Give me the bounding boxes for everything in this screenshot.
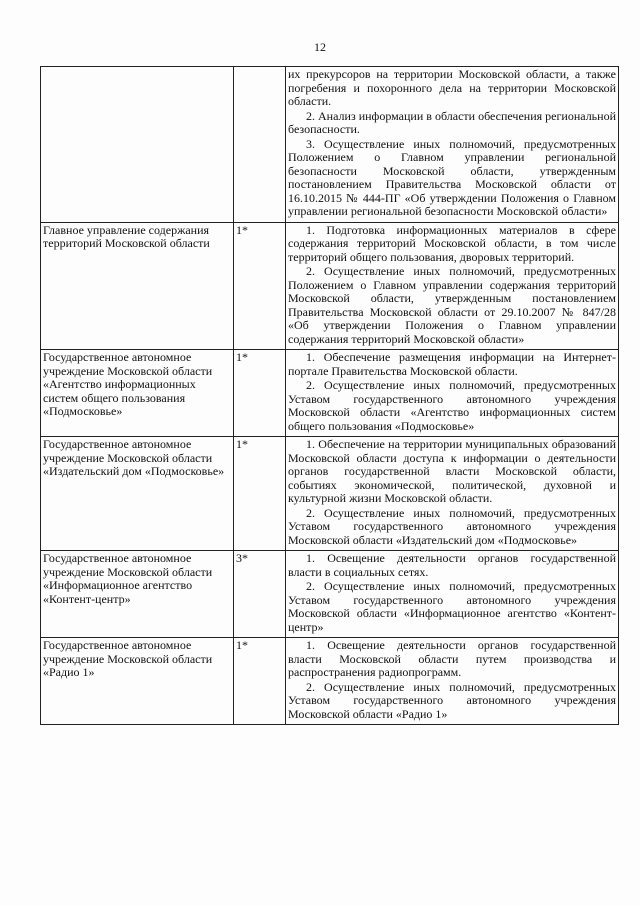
org-name-cell: Государственное автономное учреждение Московской области «Информационное агентство «Контент-центр» — [41, 551, 234, 638]
function-item: 3. Осуществление иных полномочий, предусмотренных Положением о Главном управлении региональной безопасности Московской области, утвержденным постановлением Правительства Московской области от 16.10.2015 № 444-ПГ «Об утверждении Положения о Главном управлении региональной безопасности Московской области» — [288, 136, 616, 218]
functions-cell — [286, 222, 619, 350]
functions-cell — [286, 437, 619, 551]
function-item: 1. Освещение деятельности органов государственной власти в социальных сетях. — [288, 551, 616, 579]
org-name-cell: Государственное автономное учреждение Московской области «Издательский дом «Подмосковье» — [41, 437, 234, 551]
function-item: 2. Осуществление иных полномочий, предусмотренных Уставом государственного автономного учреждения Московской области «Информационное агентство «Контент-центр» — [288, 579, 616, 634]
functions-cell — [286, 638, 619, 725]
function-item: 2. Осуществление иных полномочий, предусмотренных Уставом государственного автономного учреждения Московской области «Радио 1» — [288, 679, 616, 721]
function-item: их прекурсоров на территории Московской области, а также погребения и похоронного дела на территории Московской области. — [288, 67, 616, 108]
function-item: 1. Освещение деятельности органов государственной власти Московской области путем производства и распространения радиопрограмм. — [288, 638, 616, 679]
functions-table — [40, 66, 619, 725]
functions-cell — [286, 350, 619, 437]
category-cell: 1* — [234, 437, 286, 551]
category-cell: 1* — [234, 222, 286, 350]
category-cell: 1* — [234, 638, 286, 725]
org-name-cell: Государственное автономное учреждение Московской области «Агентство информационных систем общего пользования «Подмосковье» — [41, 350, 234, 437]
function-item: 1. Обеспечение размещения информации на Интернет-портале Правительства Московской области. — [288, 350, 616, 378]
function-item: 2. Осуществление иных полномочий, предусмотренных Положением о Главном управлении содержания территорий Московской области, утвержденным постановлением Правительства Московской области от 29.10.2007 № 847/28 «Об утверждении Положения о Главном управлении содержания территорий Московской области» — [288, 264, 616, 346]
functions-cell — [286, 67, 619, 223]
function-item: 1. Обеспечение на территории муниципальных образований Московской области доступа к информации о деятельности органов государственной власти Московской области, событиях экономической, политической, духовной и культурной жизни Московской области. — [288, 437, 616, 505]
function-item: 2. Осуществление иных полномочий, предусмотренных Уставом государственного автономного учреждения Московской области «Агентство информационных систем общего пользования «Подмосковье» — [288, 378, 616, 433]
org-name-cell: Главное управление содержания территорий Московской области — [41, 222, 234, 350]
table-row — [41, 67, 619, 223]
table-row — [41, 222, 619, 350]
org-name-cell — [41, 67, 234, 223]
table-row — [41, 437, 619, 551]
function-item: 2. Осуществление иных полномочий, предусмотренных Уставом государственного автономного учреждения Московской области «Издательский дом «Подмосковье» — [288, 505, 616, 547]
category-cell — [234, 67, 286, 223]
function-item: 1. Подготовка информационных материалов в сфере содержания территорий Московской области, в том числе территорий общего пользования, дворовых территорий. — [288, 222, 616, 264]
table-row — [41, 350, 619, 437]
table-row — [41, 551, 619, 638]
category-cell: 1* — [234, 350, 286, 437]
function-item: 2. Анализ информации в области обеспечения региональной безопасности. — [288, 108, 616, 136]
category-cell: 3* — [234, 551, 286, 638]
table-row — [41, 638, 619, 725]
page-number: 12 — [314, 40, 326, 54]
org-name-cell: Государственное автономное учреждение Московской области «Радио 1» — [41, 638, 234, 725]
functions-cell — [286, 551, 619, 638]
